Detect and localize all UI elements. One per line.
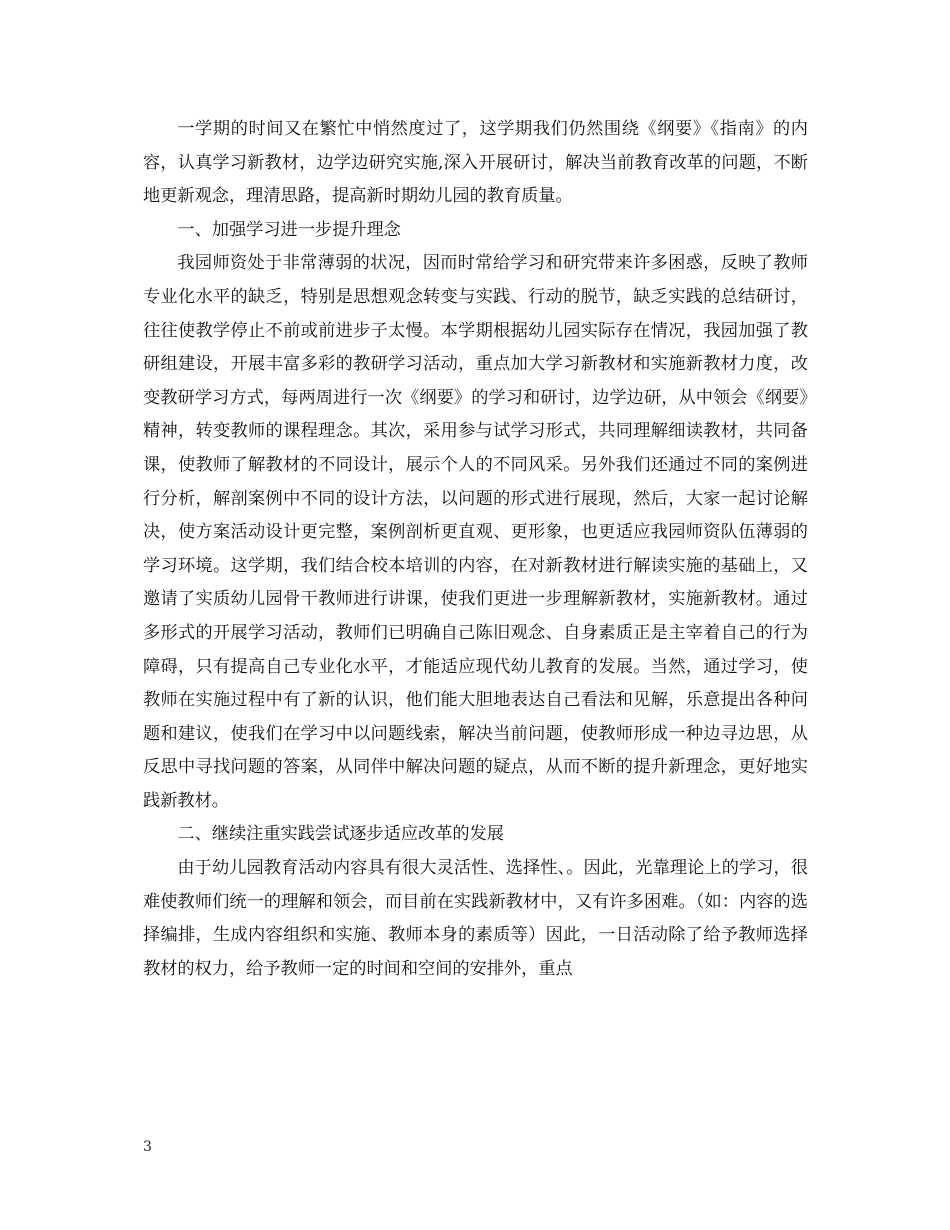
document-body: [143, 113, 808, 986]
page-number: 3: [143, 1139, 152, 1155]
intro-paragraph: 一学期的时间又在繁忙中悄然度过了，这学期我们仍然围绕《纲要》《指南》的内容，认真学习新教材，边学边研究实施,深入开展研讨，解决当前教育改革的问题，不断地更新观念，理清思路，提高新时期幼儿园的教育质量。: [143, 119, 808, 207]
body-paragraph: 由于幼儿园教育活动内容具有很大灵活性、选择性、。因此，光靠理论上的学习，很难使教师们统一的理解和领会，而目前在实践新教材中，又有许多困难。（如：内容的选择编排，生成内容组织和实施、教师本身的素质等）因此，一日活动除了给予教师选择教材的权力，给予教师一定的时间和空间的安排外，重点: [143, 858, 808, 979]
body-paragraph: 我园师资处于非常薄弱的状况，因而时常给学习和研究带来许多困惑，反映了教师专业化水平的缺乏，特别是思想观念转变与实践、行动的脱节，缺乏实践的总结研讨，往往使教学停止不前或前进步子太慢。本学期根据幼儿园实际存在情况，我园加强了教研组建设，开展丰富多彩的教研学习活动，重点加大学习新教材和实施新教材力度，改变教研学习方式，每两周进行一次《纲要》的学习和研讨，边学边研，从中领会《纲要》精神，转变教师的课程理念。其次，采用参与试学习形式，共同理解细读教材，共同备课，使教师了解教材的不同设计，展示个人的不同风采。另外我们还通过不同的案例进行分析，解剖案例中不同的设计方法，以问题的形式进行展现，然后，大家一起讨论解决，使方案活动设计更完整，案例剖析更直观、更形象，也更适应我园师资队伍薄弱的学习环境。这学期，我们结合校本培训的内容，在对新教材进行解读实施的基础上，又邀请了实质幼儿园骨干教师进行讲课，使我们更进一步理解新教材，实施新教材。通过多形式的开展学习活动，教师们已明确自己陈旧观念、自身素质正是主宰着自己的行为障碍，只有提高自己专业化水平，才能适应现代幼儿教育的发展。当然，通过学习，使教师在实施过程中有了新的认识，他们能大胆地表达自己看法和见解，乐意提出各种问题和建议，使我们在学习中以问题线索，解决当前问题，使教师形成一种边寻边思，从反思中寻找问题的答案，从同伴中解决问题的疑点，从而不断的提升新理念，更好地实践新教材。: [143, 253, 808, 811]
section-heading-1: 一、加强学习进一步提升理念: [177, 219, 401, 240]
section-heading-2: 二、继续注重实践尝试逐步适应改革的发展: [177, 824, 504, 845]
